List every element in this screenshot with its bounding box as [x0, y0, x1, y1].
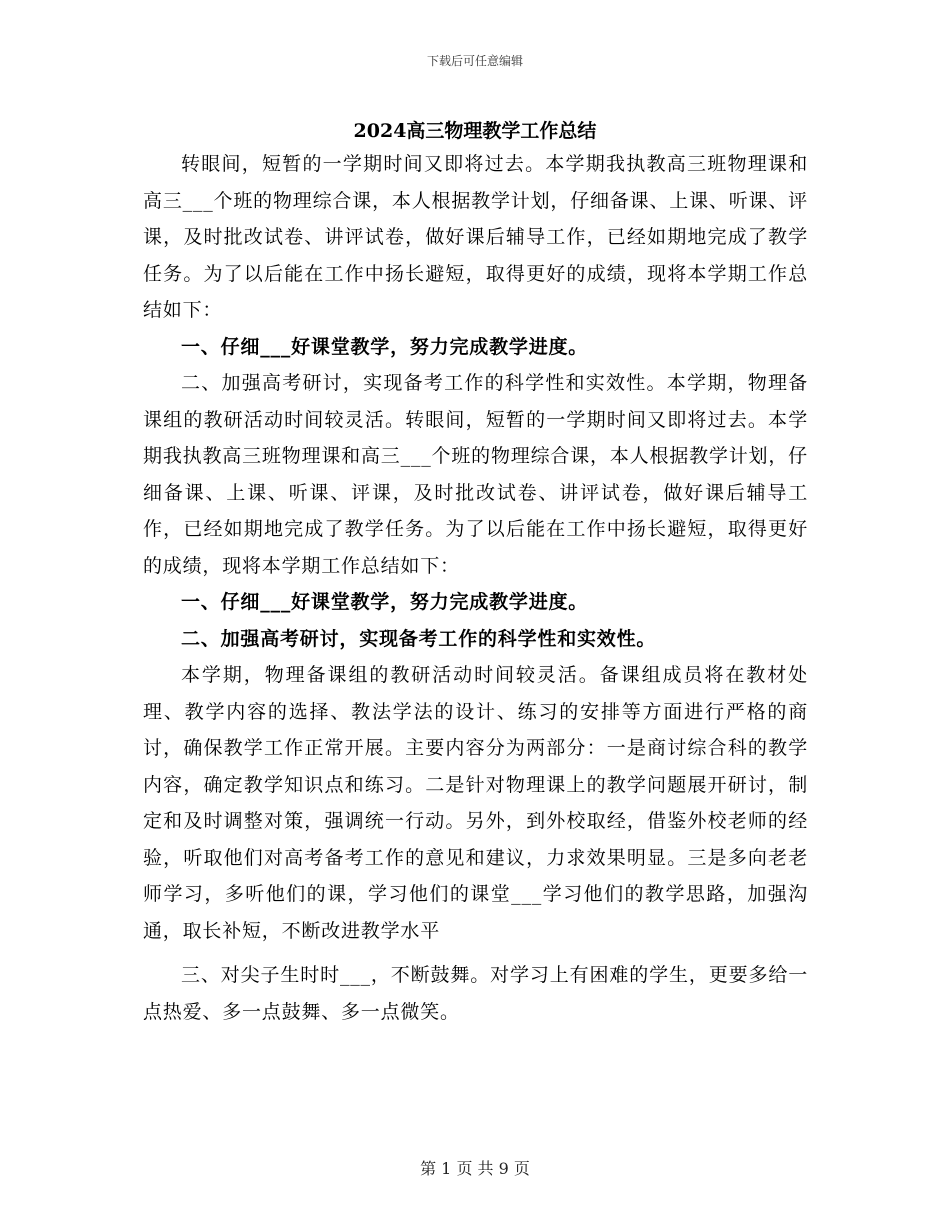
heading-section-2: 二、加强高考研讨，实现备考工作的科学性和实效性。: [181, 627, 657, 650]
heading-section-1: 一、仔细___好课堂教学，努力完成教学进度。: [181, 335, 589, 358]
document-body: [143, 146, 808, 1030]
paragraph-section-2: 二、加强高考研讨，实现备考工作的科学性和实效性。本学期，物理备课组的教研活动时间较灵活。转眼间，短暂的一学期时间又即将过去。本学期我执教高三班物理课和高三___个班的物理综合课，本人根据教学计划，仔细备课、上课、听课、评课，及时批改试卷、讲评试卷，做好课后辅导工作，已经如期地完成了教学任务。为了以后能在工作中扬长避短，取得更好的成绩，现将本学期工作总结如下：: [143, 372, 808, 577]
heading-section-1-repeat: 一、仔细___好课堂教学，努力完成教学进度。: [181, 591, 589, 613]
paragraph-spacer: [143, 949, 808, 957]
paragraph-research: 本学期，物理备课组的教研活动时间较灵活。备课组成员将在教材处理、教学内容的选择、教法学法的设计、练习的安排等方面进行严格的商讨，确保教学工作正常开展。主要内容分为两部分：一是商讨综合科的教学内容，确定教学知识点和练习。二是针对物理课上的教学问题展开研讨，制定和及时调整对策，强调统一行动。另外，到外校取经，借鉴外校老师的经验，听取他们对高考备考工作的意见和建议，力求效果明显。三是多向老老师学习，多听他们的课，学习他们的课堂___学习他们的教学思路，加强沟通，取长补短，不断改进教学水平: [143, 664, 808, 942]
paragraph-intro: 转眼间，短暂的一学期时间又即将过去。本学期我执教高三班物理课和高三___个班的物理综合课，本人根据教学计划，仔细备课、上课、听课、评课，及时批改试卷、讲评试卷，做好课后辅导工作，已经如期地完成了教学任务。为了以后能在工作中扬长避短，取得更好的成绩，现将本学期工作总结如下：: [143, 153, 808, 321]
document-title: 2024高三物理教学工作总结: [353, 120, 597, 142]
paragraph-section-3: 三、对尖子生时时___，不断鼓舞。对学习上有困难的学生，更要多给一点热爱、多一点鼓舞、多一点微笑。: [143, 964, 808, 1023]
header-note: 下载后可任意编辑: [426, 54, 523, 68]
page-footer: 第 1 页 共 9 页: [420, 1159, 530, 1178]
